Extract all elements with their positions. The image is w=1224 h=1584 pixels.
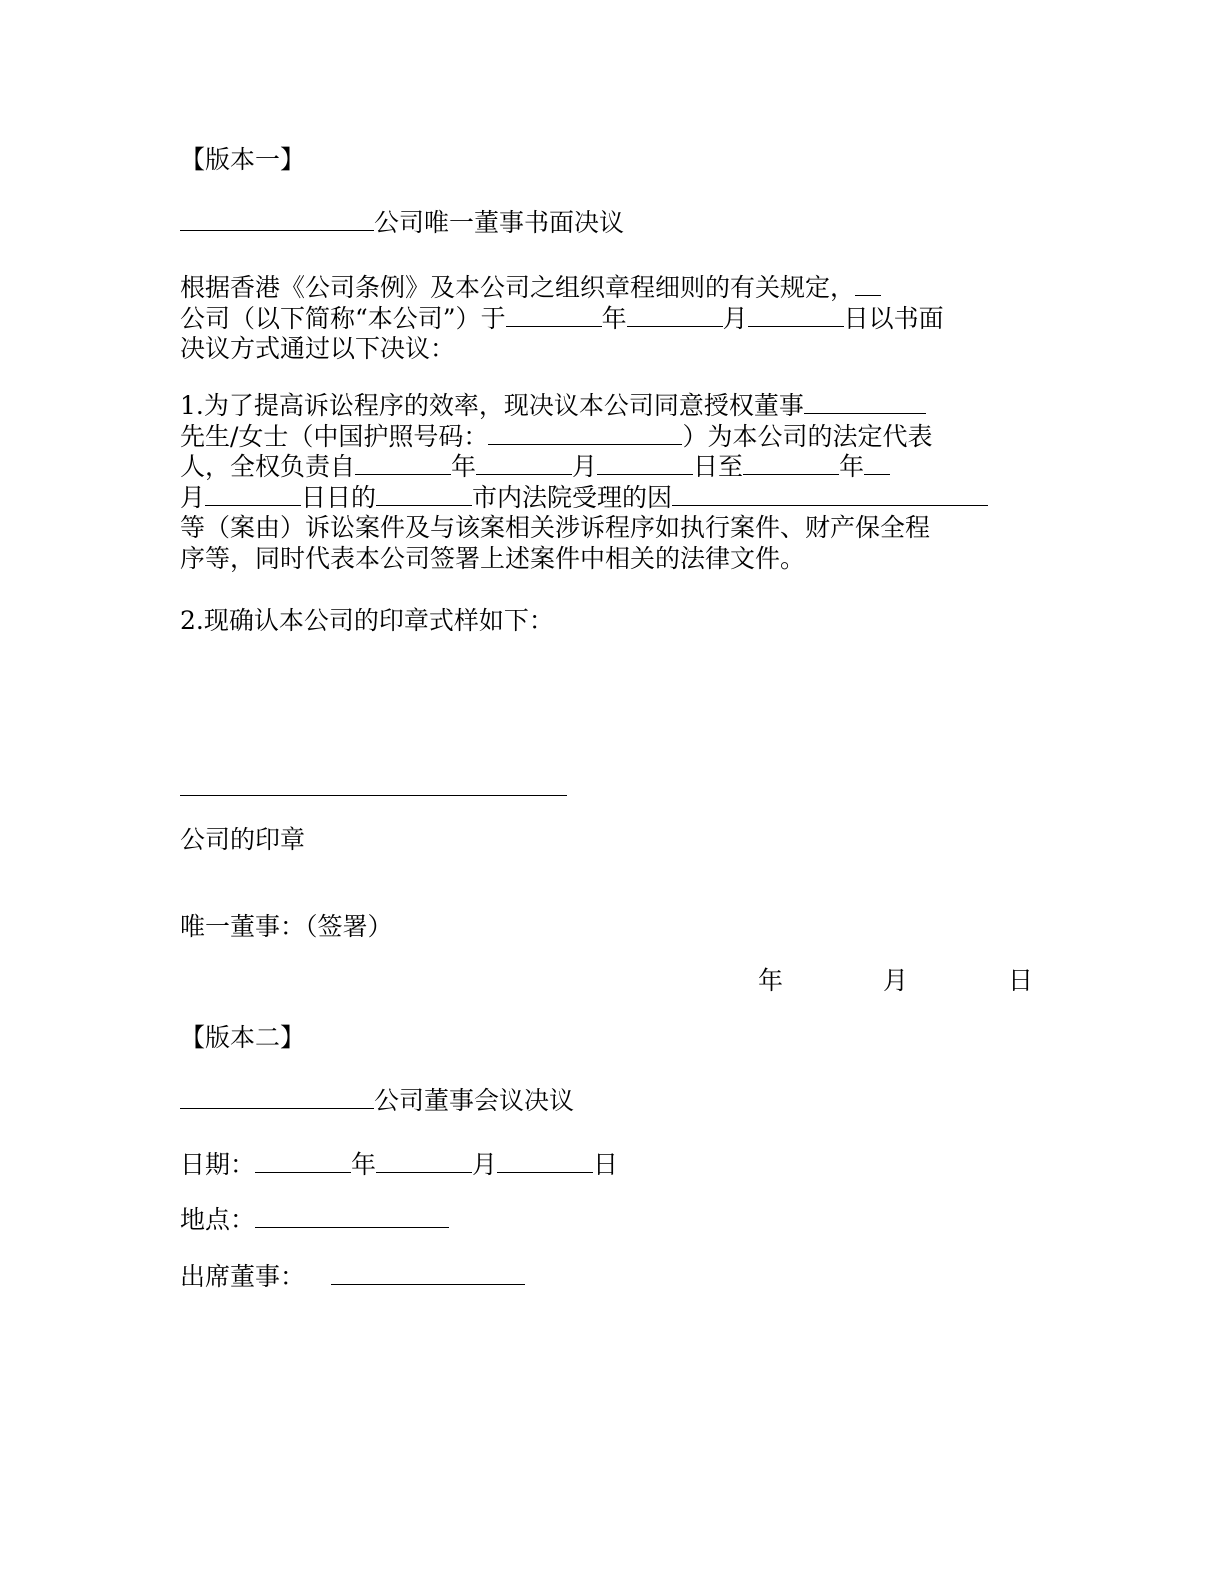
signature-date-month: 月 [883, 966, 909, 995]
item1-line-5: 等（案由）诉讼案件及与该案相关涉诉程序如执行案件、财产保全程 [180, 513, 931, 542]
version-two-title [180, 1086, 574, 1116]
version-one-heading: 【版本一】 [180, 145, 306, 174]
city-blank[interactable] [376, 483, 472, 506]
item1-line-1: 1.为了提高诉讼程序的效率，现决议本公司同意授权董事 [180, 391, 988, 422]
attending-directors-row [180, 1262, 525, 1292]
case-cause-blank[interactable] [672, 483, 988, 506]
meeting-year-blank[interactable] [255, 1150, 351, 1173]
intro-year-blank[interactable] [506, 304, 602, 327]
company-name-blank[interactable] [180, 208, 374, 231]
item1-line-4: 月 日日的 市内法院受理的因 [180, 483, 988, 514]
intro-month-blank[interactable] [627, 304, 723, 327]
version-two-heading: 【版本二】 [180, 1023, 306, 1052]
intro-line-1: 根据香港《公司条例》及本公司之组织章程细则的有关规定， [180, 273, 944, 304]
end-month-blank[interactable] [864, 452, 890, 475]
company-name-blank-2[interactable] [180, 1086, 374, 1109]
start-year-blank[interactable] [355, 452, 451, 475]
meeting-place-row [180, 1205, 449, 1235]
intro-line-2: 公司（以下简称“本公司”）于 年 月 日以书面 [180, 303, 944, 333]
director-name-blank[interactable] [804, 391, 926, 414]
end-day-blank[interactable] [205, 483, 301, 506]
company-blank[interactable] [855, 273, 881, 296]
meeting-place-blank[interactable] [255, 1205, 449, 1228]
meeting-month-blank[interactable] [376, 1150, 472, 1173]
end-year-blank[interactable] [743, 452, 839, 475]
item1-line-3: 人，全权负责自 年 月 日至 年 [180, 452, 988, 483]
meeting-place-label: 地点： [180, 1205, 256, 1234]
meeting-date-row: 日期： 年 月 日 [180, 1150, 619, 1179]
resolution-item-1 [180, 391, 988, 574]
attending-directors-label: 出席董事： [180, 1262, 306, 1291]
intro-paragraph [180, 273, 944, 365]
director-signature-label: 唯一董事：（签署） [180, 912, 393, 941]
version-two-title-text: 公司董事会议决议 [374, 1086, 575, 1115]
passport-number-blank[interactable] [488, 422, 682, 445]
seal-label: 公司的印章 [180, 825, 306, 854]
start-month-blank[interactable] [476, 452, 572, 475]
attending-directors-blank[interactable] [331, 1262, 525, 1285]
version-one-title [180, 208, 624, 238]
item1-line-6: 序等，同时代表本公司签署上述案件中相关的法律文件。 [180, 543, 806, 573]
resolution-item-2: 2.现确认本公司的印章式样如下： [180, 606, 554, 635]
start-day-blank[interactable] [597, 452, 693, 475]
version-one-title-text: 公司唯一董事书面决议 [374, 208, 625, 237]
seal-signature-line[interactable] [180, 795, 567, 796]
signature-date-day: 日 [1008, 966, 1034, 995]
intro-day-blank[interactable] [748, 304, 844, 327]
intro-line-3: 决议方式通过以下决议： [180, 334, 456, 363]
meeting-day-blank[interactable] [497, 1150, 593, 1173]
meeting-date-label: 日期： [180, 1150, 256, 1179]
signature-date-year: 年 [758, 966, 784, 995]
item1-line-2: 先生/女士（中国护照号码： ）为本公司的法定代表 [180, 421, 933, 451]
